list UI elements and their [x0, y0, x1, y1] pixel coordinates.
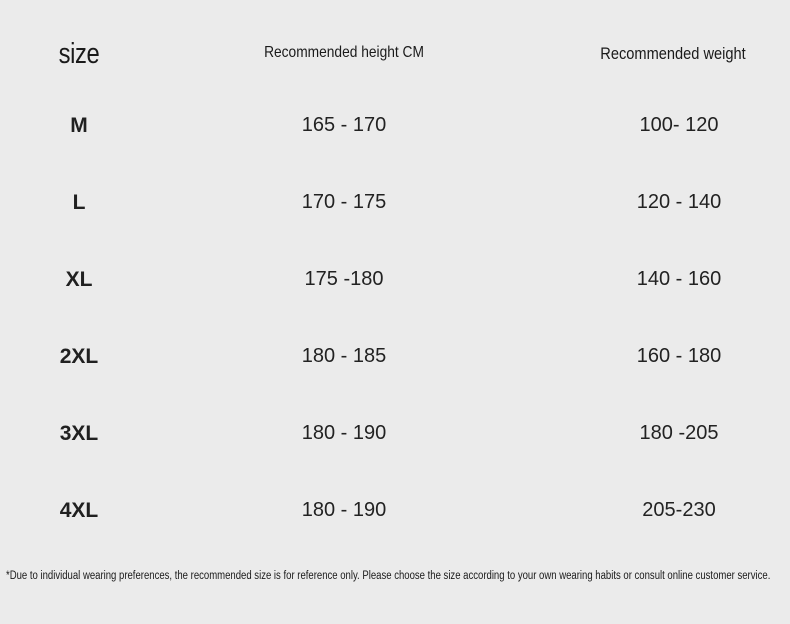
disclaimer-footnote: *Due to individual wearing preferences, the recommended size is for reference only. Please choose the size according to your own wearing habits or consult online customer service. [6, 570, 771, 582]
height-cell: 180 - 190 [301, 499, 387, 521]
weight-column-header: Recommended weight [600, 44, 746, 63]
size-cell: M [70, 114, 88, 137]
weight-cell: 120 - 140 [636, 191, 722, 213]
table-row [0, 491, 790, 531]
size-cell: 3XL [59, 422, 99, 445]
size-cell: 2XL [59, 345, 99, 368]
size-cell: 4XL [59, 499, 99, 522]
size-cell: XL [65, 268, 93, 291]
size-chart-header [0, 0, 790, 90]
weight-cell: 160 - 180 [636, 345, 722, 367]
height-cell: 180 - 190 [301, 422, 387, 444]
height-column-header: Recommended height CM [264, 44, 424, 61]
weight-cell: 140 - 160 [636, 268, 722, 290]
weight-cell: 100- 120 [639, 114, 719, 136]
table-row [0, 106, 790, 146]
size-cell: L [72, 191, 86, 214]
table-row [0, 337, 790, 377]
table-row [0, 260, 790, 300]
height-cell: 170 - 175 [301, 191, 387, 213]
height-cell: 180 - 185 [301, 345, 387, 367]
height-cell: 165 - 170 [301, 114, 387, 136]
weight-cell: 180 -205 [639, 422, 719, 444]
height-cell: 175 -180 [304, 268, 384, 290]
table-row [0, 183, 790, 223]
weight-cell: 205-230 [642, 499, 716, 521]
size-column-header: size [58, 38, 100, 70]
table-row [0, 414, 790, 454]
